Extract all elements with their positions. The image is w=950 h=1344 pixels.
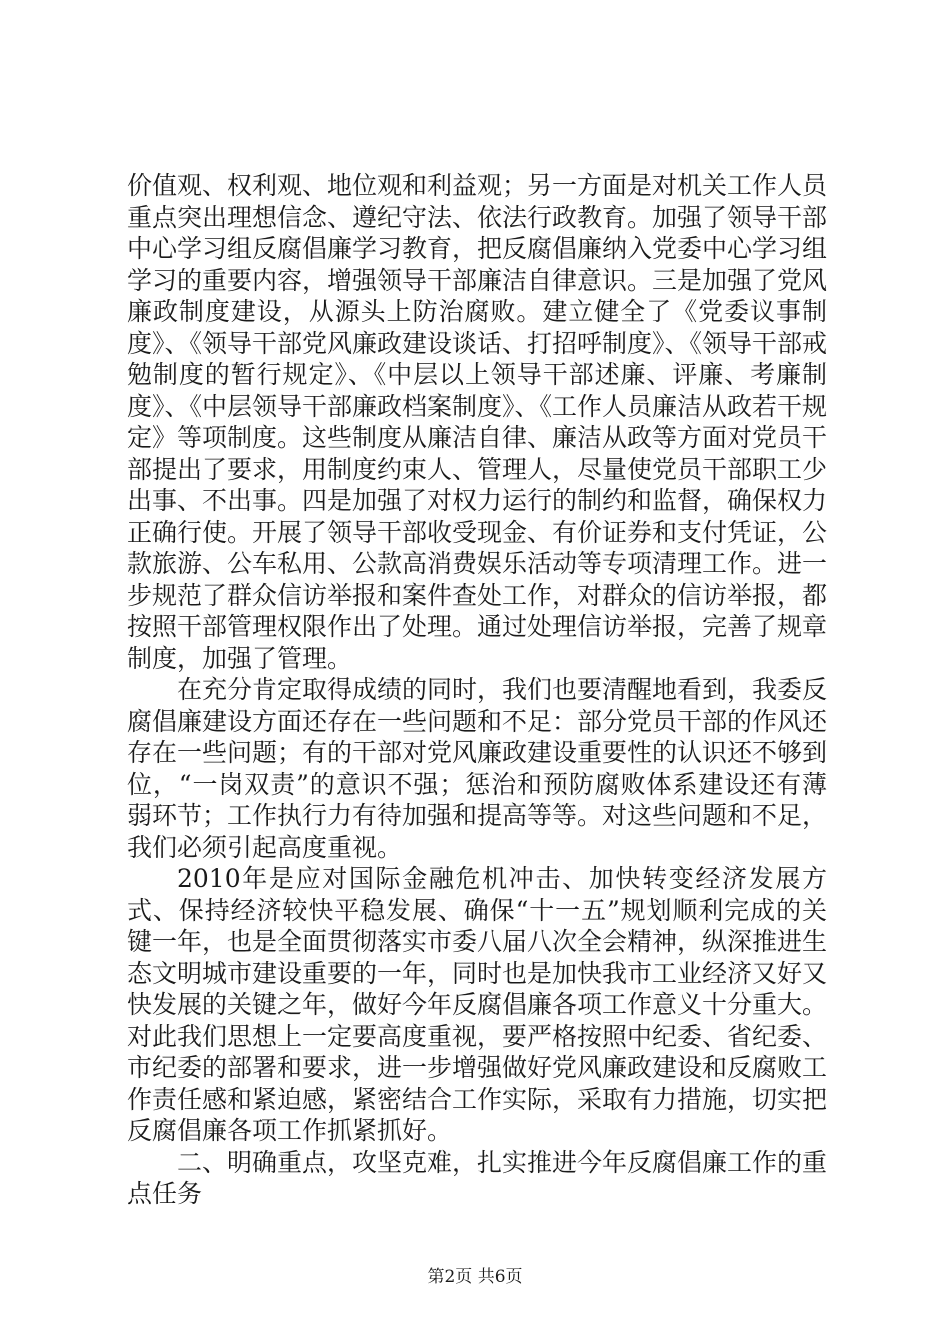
paragraph-continuation: 价值观、权利观、地位观和利益观；另一方面是对机关工作人员重点突出理想信念、遵纪守法、依法行政教育。加强了领导干部中心学习组反腐倡廉学习教育，把反腐倡廉纳入党委中心学习组学习的重要内容，增强领导干部廉洁自律意识。三是加强了党风廉政制度建设，从源头上防治腐败。建立健全了《党委议事制度》、《领导干部党风廉政建设谈话、打招呼制度》、《领导干部戒勉制度的暂行规定》、《中层以上领导干部述廉、评廉、考廉制度》、《中层领导干部廉政档案制度》、《工作人员廉洁从政若干规定》等项制度。这些制度从廉洁自律、廉洁从政等方面对党员干部提出了要求，用制度约束人、管理人，尽量使党员干部职工少出事、不出事。四是加强了对权力运行的制约和监督，确保权力正确行使。开展了领导干部收受现金、有价证券和支付凭证，公款旅游、公车私用、公款高消费娱乐活动等专项清理工作。进一步规范了群众信访举报和案件查处工作，对群众的信访举报，都按照干部管理权限作出了处理。通过处理信访举报，完善了规章制度，加强了管理。 — [127, 171, 828, 673]
paragraph-problems: 在充分肯定取得成绩的同时，我们也要清醒地看到，我委反腐倡廉建设方面还存在一些问题和不足：部分党员干部的作风还存在一些问题；有的干部对党风廉政建设重要性的认识还不够到位，“一岗双责”的意识不强；惩治和预防腐败体系建设还有薄弱环节；工作执行力有待加强和提高等等。对这些问题和不足，我们必须引起高度重视。 — [127, 675, 828, 862]
section-heading: 二、明确重点，攻坚克难，扎实推进今年反腐倡廉工作的重点任务 — [127, 1147, 828, 1208]
paragraph-2010: 2010年是应对国际金融危机冲击、加快转变经济发展方式、保持经济较快平稳发展、确保“十一五”规划顺利完成的关键一年，也是全面贯彻落实市委八届八次全会精神，纵深推进生态文明城市建设重要的一年，同时也是加快我市工业经济又好又快发展的关键之年，做好今年反腐倡廉各项工作意义十分重大。对此我们思想上一定要高度重视，要严格按照中纪委、省纪委、市纪委的部署和要求，进一步增强做好党风廉政建设和反腐败工作责任感和紧迫感，紧密结合工作实际，采取有力措施，切实把反腐倡廉各项工作抓紧抓好。 — [127, 864, 828, 1145]
page-number-footer: 第2页 共6页 — [427, 1267, 523, 1287]
document-body — [127, 170, 827, 1210]
